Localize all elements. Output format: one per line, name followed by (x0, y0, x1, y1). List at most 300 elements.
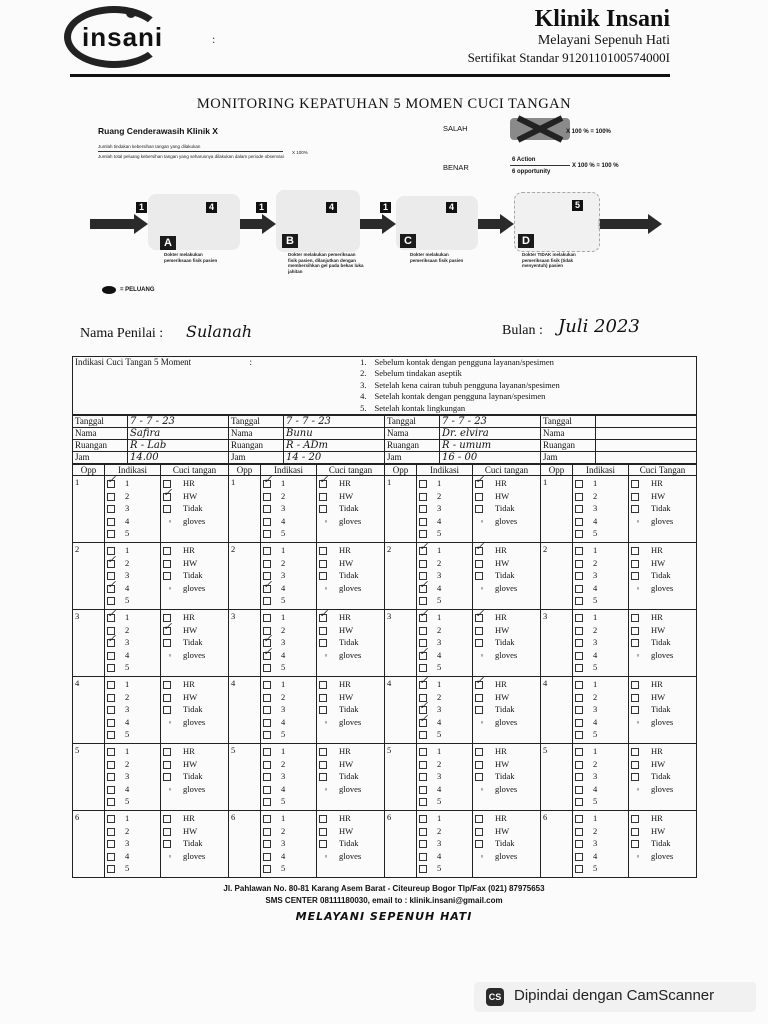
checkbox-icon[interactable] (475, 761, 483, 769)
checkbox-icon[interactable] (107, 652, 115, 660)
checkbox-icon[interactable] (107, 719, 115, 727)
checkbox-icon[interactable] (163, 639, 171, 647)
indikasi-option[interactable] (107, 758, 158, 771)
checkbox-icon[interactable] (319, 815, 327, 823)
checkbox-icon[interactable] (319, 639, 327, 647)
indikasi-option[interactable] (575, 678, 626, 691)
checkbox-icon[interactable] (107, 748, 115, 756)
checkbox-icon[interactable] (263, 480, 271, 488)
checkbox-icon[interactable] (107, 694, 115, 702)
checkbox-icon[interactable] (419, 853, 427, 861)
cuci-option[interactable] (163, 490, 226, 503)
checkbox-icon[interactable] (419, 773, 427, 781)
cuci-option[interactable] (631, 624, 694, 637)
indikasi-option[interactable] (575, 649, 626, 662)
cuci-option[interactable] (631, 703, 694, 716)
checkbox-icon[interactable] (631, 694, 639, 702)
cuci-option[interactable] (475, 770, 538, 783)
indikasi-option[interactable] (107, 703, 158, 716)
checkbox-icon[interactable] (575, 547, 583, 555)
cuci-option[interactable] (631, 837, 694, 850)
cuci-option[interactable] (319, 716, 382, 729)
indikasi-option[interactable] (575, 745, 626, 758)
cuci-option[interactable] (163, 745, 226, 758)
checkbox-icon[interactable] (319, 694, 327, 702)
indikasi-option[interactable] (263, 544, 314, 557)
checkbox-icon[interactable] (107, 815, 115, 823)
cuci-option[interactable] (319, 703, 382, 716)
checkbox-icon[interactable] (163, 681, 171, 689)
checkbox-icon[interactable] (107, 853, 115, 861)
indikasi-option[interactable] (419, 795, 470, 808)
checkbox-icon[interactable] (263, 840, 271, 848)
cuci-option[interactable] (631, 783, 694, 796)
checkbox-icon[interactable] (419, 560, 427, 568)
checkbox-icon[interactable] (163, 706, 171, 714)
cuci-option[interactable] (319, 825, 382, 838)
indikasi-option[interactable] (263, 477, 314, 490)
checkbox-icon[interactable] (263, 530, 271, 538)
checkbox-icon[interactable] (163, 773, 171, 781)
checkbox-icon[interactable] (263, 748, 271, 756)
cuci-option[interactable] (163, 678, 226, 691)
checkbox-icon[interactable] (575, 773, 583, 781)
checkbox-icon[interactable] (575, 731, 583, 739)
checkbox-icon[interactable] (419, 547, 427, 555)
checkbox-icon[interactable] (575, 798, 583, 806)
cuci-option[interactable] (631, 490, 694, 503)
indikasi-option[interactable] (575, 661, 626, 674)
indikasi-option[interactable] (575, 527, 626, 540)
indikasi-option[interactable] (107, 770, 158, 783)
cuci-option[interactable] (475, 825, 538, 838)
cuci-option[interactable] (631, 850, 694, 863)
checkbox-icon[interactable] (419, 761, 427, 769)
indikasi-option[interactable] (419, 515, 470, 528)
indikasi-option[interactable] (575, 515, 626, 528)
checkbox-icon[interactable] (575, 518, 583, 526)
indikasi-option[interactable] (419, 661, 470, 674)
cuci-option[interactable] (319, 557, 382, 570)
checkbox-icon[interactable] (575, 585, 583, 593)
indikasi-option[interactable] (419, 490, 470, 503)
indikasi-option[interactable] (575, 691, 626, 704)
checkbox-icon[interactable] (163, 572, 171, 580)
cuci-option[interactable] (163, 477, 226, 490)
tanggal-value[interactable]: 7 - 7 - 23 (440, 416, 541, 428)
cuci-option[interactable] (163, 502, 226, 515)
checkbox-icon[interactable] (163, 694, 171, 702)
checkbox-icon[interactable] (107, 614, 115, 622)
checkbox-icon[interactable] (575, 505, 583, 513)
cuci-option[interactable] (319, 515, 382, 528)
checkbox-icon[interactable] (475, 681, 483, 689)
checkbox-icon[interactable] (107, 530, 115, 538)
cuci-option[interactable] (163, 850, 226, 863)
checkbox-icon[interactable] (107, 664, 115, 672)
indikasi-option[interactable] (575, 758, 626, 771)
cuci-option[interactable] (163, 837, 226, 850)
checkbox-icon[interactable] (631, 706, 639, 714)
cuci-option[interactable] (163, 569, 226, 582)
checkbox-icon[interactable] (475, 547, 483, 555)
cuci-option[interactable] (319, 624, 382, 637)
checkbox-icon[interactable] (419, 731, 427, 739)
indikasi-option[interactable] (575, 569, 626, 582)
cuci-option[interactable] (475, 611, 538, 624)
checkbox-icon[interactable] (263, 585, 271, 593)
checkbox-icon[interactable] (575, 560, 583, 568)
indikasi-option[interactable] (263, 515, 314, 528)
checkbox-icon[interactable] (419, 597, 427, 605)
checkbox-icon[interactable] (419, 786, 427, 794)
checkbox-icon[interactable] (575, 748, 583, 756)
checkbox-icon[interactable] (575, 627, 583, 635)
cuci-option[interactable] (631, 678, 694, 691)
checkbox-icon[interactable] (263, 786, 271, 794)
checkbox-icon[interactable] (575, 840, 583, 848)
checkbox-icon[interactable] (475, 505, 483, 513)
checkbox-icon[interactable] (319, 505, 327, 513)
indikasi-option[interactable] (575, 862, 626, 875)
checkbox-icon[interactable] (419, 840, 427, 848)
indikasi-option[interactable] (575, 611, 626, 624)
cuci-option[interactable] (631, 649, 694, 662)
checkbox-icon[interactable] (631, 547, 639, 555)
checkbox-icon[interactable] (575, 597, 583, 605)
checkbox-icon[interactable] (107, 493, 115, 501)
nama-value[interactable]: Bunu (284, 428, 385, 440)
cuci-option[interactable] (163, 783, 226, 796)
indikasi-option[interactable] (419, 557, 470, 570)
checkbox-icon[interactable] (631, 828, 639, 836)
checkbox-icon[interactable] (107, 786, 115, 794)
cuci-option[interactable] (631, 544, 694, 557)
checkbox-icon[interactable] (419, 719, 427, 727)
checkbox-icon[interactable] (107, 480, 115, 488)
checkbox-icon[interactable] (419, 664, 427, 672)
indikasi-option[interactable] (419, 837, 470, 850)
cuci-option[interactable] (475, 812, 538, 825)
checkbox-icon[interactable] (575, 815, 583, 823)
checkbox-icon[interactable] (475, 748, 483, 756)
cuci-option[interactable] (475, 745, 538, 758)
indikasi-option[interactable] (263, 728, 314, 741)
indikasi-option[interactable] (419, 745, 470, 758)
indikasi-option[interactable] (263, 795, 314, 808)
indikasi-option[interactable] (263, 812, 314, 825)
indikasi-option[interactable] (263, 770, 314, 783)
checkbox-icon[interactable] (419, 865, 427, 873)
cuci-option[interactable] (163, 544, 226, 557)
indikasi-option[interactable] (575, 703, 626, 716)
checkbox-icon[interactable] (475, 840, 483, 848)
cuci-option[interactable] (475, 569, 538, 582)
cuci-option[interactable] (319, 649, 382, 662)
checkbox-icon[interactable] (631, 614, 639, 622)
indikasi-option[interactable] (419, 544, 470, 557)
checkbox-icon[interactable] (631, 681, 639, 689)
tanggal-value[interactable]: 7 - 7 - 23 (284, 416, 385, 428)
checkbox-icon[interactable] (163, 627, 171, 635)
cuci-option[interactable] (163, 770, 226, 783)
cuci-option[interactable] (631, 770, 694, 783)
jam-value[interactable]: 16 - 00 (440, 452, 541, 464)
checkbox-icon[interactable] (319, 614, 327, 622)
jam-value[interactable] (596, 452, 697, 464)
checkbox-icon[interactable] (419, 748, 427, 756)
cuci-option[interactable] (475, 691, 538, 704)
indikasi-option[interactable] (107, 745, 158, 758)
indikasi-option[interactable] (575, 716, 626, 729)
cuci-option[interactable] (631, 569, 694, 582)
checkbox-icon[interactable] (575, 719, 583, 727)
checkbox-icon[interactable] (575, 706, 583, 714)
indikasi-option[interactable] (575, 594, 626, 607)
indikasi-option[interactable] (263, 557, 314, 570)
checkbox-icon[interactable] (263, 761, 271, 769)
cuci-option[interactable] (631, 611, 694, 624)
checkbox-icon[interactable] (107, 518, 115, 526)
indikasi-option[interactable] (419, 862, 470, 875)
indikasi-option[interactable] (107, 837, 158, 850)
indikasi-option[interactable] (419, 624, 470, 637)
tanggal-value[interactable]: 7 - 7 - 23 (128, 416, 229, 428)
indikasi-option[interactable] (263, 691, 314, 704)
checkbox-icon[interactable] (319, 480, 327, 488)
checkbox-icon[interactable] (631, 815, 639, 823)
cuci-option[interactable] (319, 812, 382, 825)
checkbox-icon[interactable] (107, 798, 115, 806)
checkbox-icon[interactable] (319, 627, 327, 635)
checkbox-icon[interactable] (475, 627, 483, 635)
checkbox-icon[interactable] (575, 614, 583, 622)
checkbox-icon[interactable] (631, 773, 639, 781)
indikasi-option[interactable] (263, 703, 314, 716)
checkbox-icon[interactable] (263, 731, 271, 739)
cuci-option[interactable] (631, 691, 694, 704)
ruangan-value[interactable] (596, 440, 697, 452)
cuci-option[interactable] (163, 691, 226, 704)
checkbox-icon[interactable] (107, 505, 115, 513)
checkbox-icon[interactable] (419, 530, 427, 538)
cuci-option[interactable] (631, 557, 694, 570)
checkbox-icon[interactable] (263, 614, 271, 622)
checkbox-icon[interactable] (163, 748, 171, 756)
indikasi-option[interactable] (575, 850, 626, 863)
indikasi-option[interactable] (107, 582, 158, 595)
cuci-option[interactable] (631, 812, 694, 825)
indikasi-option[interactable] (107, 557, 158, 570)
ruangan-value[interactable]: R - Lab (128, 440, 229, 452)
checkbox-icon[interactable] (319, 828, 327, 836)
cuci-option[interactable] (319, 691, 382, 704)
indikasi-option[interactable] (107, 783, 158, 796)
cuci-option[interactable] (475, 557, 538, 570)
checkbox-icon[interactable] (631, 840, 639, 848)
checkbox-icon[interactable] (163, 547, 171, 555)
indikasi-option[interactable] (107, 649, 158, 662)
cuci-option[interactable] (163, 649, 226, 662)
checkbox-icon[interactable] (475, 773, 483, 781)
checkbox-icon[interactable] (575, 664, 583, 672)
indikasi-option[interactable] (263, 783, 314, 796)
cuci-option[interactable] (319, 837, 382, 850)
checkbox-icon[interactable] (319, 572, 327, 580)
checkbox-icon[interactable] (575, 828, 583, 836)
indikasi-option[interactable] (575, 636, 626, 649)
indikasi-option[interactable] (263, 862, 314, 875)
checkbox-icon[interactable] (475, 614, 483, 622)
checkbox-icon[interactable] (107, 761, 115, 769)
indikasi-option[interactable] (263, 582, 314, 595)
cuci-option[interactable] (319, 745, 382, 758)
indikasi-option[interactable] (575, 825, 626, 838)
checkbox-icon[interactable] (263, 681, 271, 689)
checkbox-icon[interactable] (419, 652, 427, 660)
cuci-option[interactable] (475, 582, 538, 595)
checkbox-icon[interactable] (475, 572, 483, 580)
cuci-option[interactable] (163, 703, 226, 716)
indikasi-option[interactable] (107, 527, 158, 540)
indikasi-option[interactable] (107, 636, 158, 649)
checkbox-icon[interactable] (263, 798, 271, 806)
indikasi-option[interactable] (575, 837, 626, 850)
checkbox-icon[interactable] (419, 681, 427, 689)
checkbox-icon[interactable] (163, 560, 171, 568)
checkbox-icon[interactable] (575, 493, 583, 501)
cuci-option[interactable] (163, 825, 226, 838)
cuci-option[interactable] (319, 611, 382, 624)
checkbox-icon[interactable] (263, 828, 271, 836)
cuci-option[interactable] (631, 502, 694, 515)
checkbox-icon[interactable] (419, 493, 427, 501)
cuci-option[interactable] (475, 477, 538, 490)
indikasi-option[interactable] (107, 850, 158, 863)
indikasi-option[interactable] (263, 758, 314, 771)
cuci-option[interactable] (319, 569, 382, 582)
cuci-option[interactable] (475, 783, 538, 796)
indikasi-option[interactable] (419, 649, 470, 662)
checkbox-icon[interactable] (263, 719, 271, 727)
checkbox-icon[interactable] (263, 652, 271, 660)
indikasi-option[interactable] (107, 812, 158, 825)
indikasi-option[interactable] (575, 770, 626, 783)
indikasi-option[interactable] (419, 502, 470, 515)
checkbox-icon[interactable] (631, 572, 639, 580)
checkbox-icon[interactable] (163, 828, 171, 836)
indikasi-option[interactable] (107, 825, 158, 838)
cuci-option[interactable] (631, 582, 694, 595)
indikasi-option[interactable] (575, 490, 626, 503)
indikasi-option[interactable] (107, 477, 158, 490)
cuci-option[interactable] (319, 490, 382, 503)
checkbox-icon[interactable] (575, 853, 583, 861)
checkbox-icon[interactable] (575, 530, 583, 538)
indikasi-option[interactable] (575, 502, 626, 515)
checkbox-icon[interactable] (575, 786, 583, 794)
cuci-option[interactable] (319, 502, 382, 515)
indikasi-option[interactable] (419, 611, 470, 624)
checkbox-icon[interactable] (263, 865, 271, 873)
nama-value[interactable] (596, 428, 697, 440)
checkbox-icon[interactable] (107, 681, 115, 689)
cuci-option[interactable] (631, 825, 694, 838)
checkbox-icon[interactable] (163, 815, 171, 823)
checkbox-icon[interactable] (575, 652, 583, 660)
cuci-option[interactable] (163, 812, 226, 825)
indikasi-option[interactable] (263, 745, 314, 758)
checkbox-icon[interactable] (319, 493, 327, 501)
cuci-option[interactable] (475, 544, 538, 557)
checkbox-icon[interactable] (475, 706, 483, 714)
cuci-option[interactable] (475, 649, 538, 662)
checkbox-icon[interactable] (475, 480, 483, 488)
checkbox-icon[interactable] (631, 639, 639, 647)
indikasi-option[interactable] (263, 594, 314, 607)
indikasi-option[interactable] (419, 783, 470, 796)
cuci-option[interactable] (319, 783, 382, 796)
cuci-option[interactable] (631, 758, 694, 771)
indikasi-option[interactable] (419, 527, 470, 540)
indikasi-option[interactable] (107, 716, 158, 729)
indikasi-option[interactable] (107, 862, 158, 875)
cuci-option[interactable] (163, 611, 226, 624)
indikasi-option[interactable] (107, 728, 158, 741)
jam-value[interactable]: 14 - 20 (284, 452, 385, 464)
checkbox-icon[interactable] (575, 694, 583, 702)
indikasi-option[interactable] (107, 515, 158, 528)
checkbox-icon[interactable] (263, 706, 271, 714)
checkbox-icon[interactable] (107, 706, 115, 714)
indikasi-option[interactable] (263, 825, 314, 838)
checkbox-icon[interactable] (263, 505, 271, 513)
indikasi-option[interactable] (263, 678, 314, 691)
checkbox-icon[interactable] (263, 518, 271, 526)
checkbox-icon[interactable] (263, 597, 271, 605)
cuci-option[interactable] (475, 837, 538, 850)
checkbox-icon[interactable] (475, 493, 483, 501)
checkbox-icon[interactable] (263, 560, 271, 568)
indikasi-option[interactable] (419, 477, 470, 490)
cuci-option[interactable] (631, 716, 694, 729)
checkbox-icon[interactable] (631, 560, 639, 568)
cuci-option[interactable] (475, 758, 538, 771)
nama-value[interactable]: Safira (128, 428, 229, 440)
indikasi-option[interactable] (263, 611, 314, 624)
cuci-option[interactable] (319, 636, 382, 649)
checkbox-icon[interactable] (475, 639, 483, 647)
indikasi-option[interactable] (263, 661, 314, 674)
indikasi-option[interactable] (575, 728, 626, 741)
cuci-option[interactable] (475, 624, 538, 637)
checkbox-icon[interactable] (263, 547, 271, 555)
ruangan-value[interactable]: R - ADm (284, 440, 385, 452)
checkbox-icon[interactable] (419, 505, 427, 513)
cuci-option[interactable] (163, 716, 226, 729)
indikasi-option[interactable] (419, 716, 470, 729)
indikasi-option[interactable] (419, 850, 470, 863)
ruangan-value[interactable]: R - umum (440, 440, 541, 452)
indikasi-option[interactable] (419, 728, 470, 741)
indikasi-option[interactable] (575, 795, 626, 808)
checkbox-icon[interactable] (107, 828, 115, 836)
checkbox-icon[interactable] (263, 493, 271, 501)
tanggal-value[interactable] (596, 416, 697, 428)
indikasi-option[interactable] (419, 678, 470, 691)
checkbox-icon[interactable] (419, 828, 427, 836)
cuci-option[interactable] (163, 758, 226, 771)
